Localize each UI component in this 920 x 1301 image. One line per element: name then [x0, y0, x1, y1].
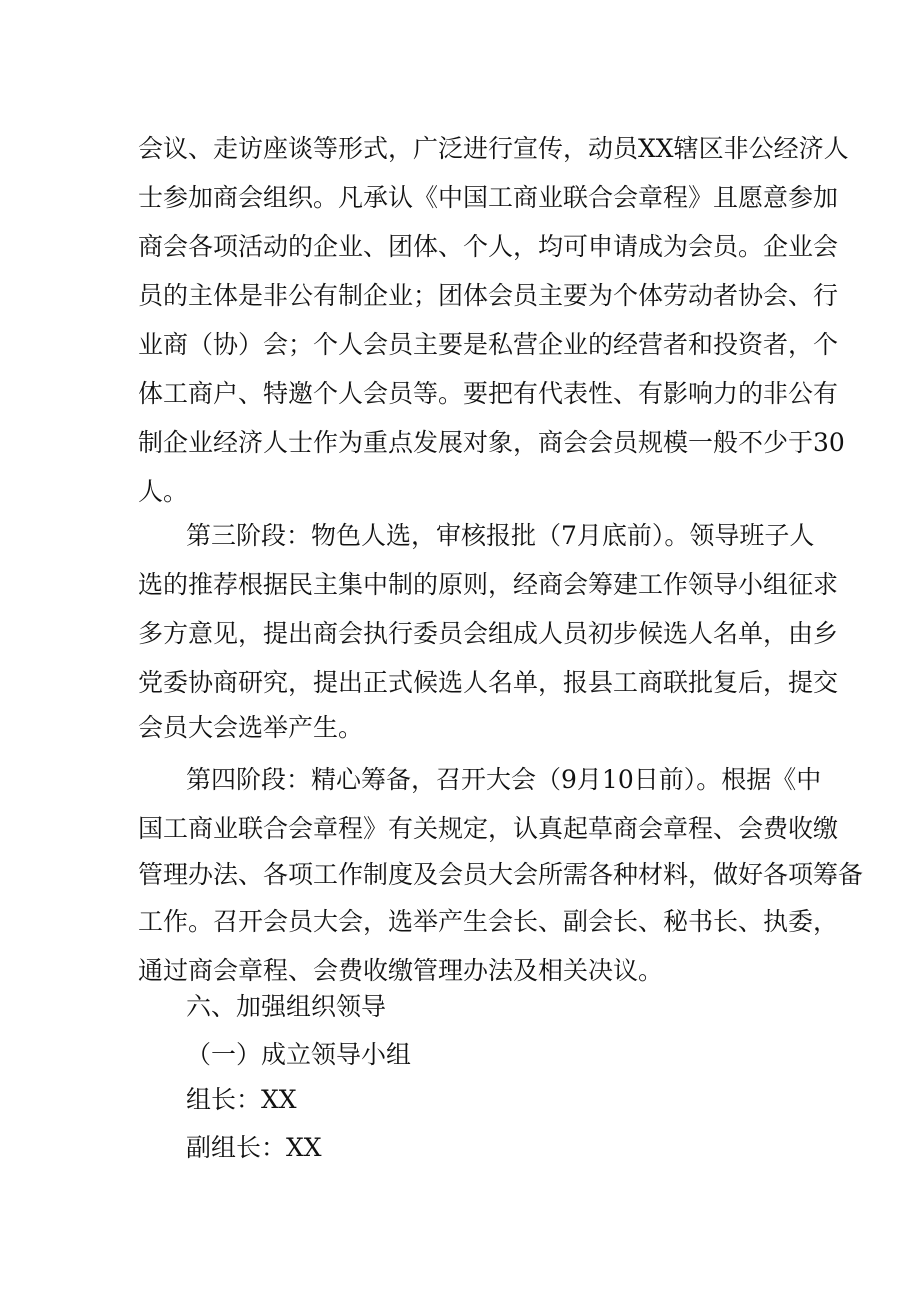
text-line: 通过商会章程、会费收缴管理办法及相关决议。 [138, 956, 664, 985]
text-line: 工作。召开会员大会，选举产生会长、副会长、秘书长、执委， [138, 907, 839, 936]
text-line: 第四阶段：精心筹备，召开大会（9月10日前）。根据《中 [186, 765, 822, 794]
text-line: 第三阶段：物色人选，审核报批（7月底前）。领导班子人 [186, 521, 815, 550]
section-heading: 六、加强组织领导 [186, 992, 387, 1021]
text-line: 制企业经济人士作为重点发展对象，商会会员规模一般不少于30 [138, 428, 845, 457]
text-line: 国工商业联合会章程》有关规定，认真起草商会章程、会费收缴 [138, 814, 839, 843]
text-line: 党委协商研究，提出正式候选人名单，报县工商联批复后，提交 [138, 668, 839, 697]
text-line: 管理办法、各项工作制度及会员大会所需各种材料，做好各项筹备 [138, 860, 864, 889]
text-line: 业商（协）会；个人会员主要是私营企业的经营者和投资者，个 [138, 330, 839, 359]
text-line: 会员大会选举产生。 [138, 713, 364, 742]
text-line: 士参加商会组织。凡承认《中国工商业联合会章程》且愿意参加 [138, 183, 839, 212]
text-line: 商会各项活动的企业、团体、个人，均可申请成为会员。企业会 [138, 232, 839, 261]
text-line: 员的主体是非公有制企业；团体会员主要为个体劳动者协会、行 [138, 281, 839, 310]
text-line: 体工商户、特邀个人会员等。要把有代表性、有影响力的非公有 [138, 379, 839, 408]
text-line: 多方意见，提出商会执行委员会组成人员初步候选人名单，由乡 [138, 619, 839, 648]
text-line: 人。 [138, 477, 189, 506]
leader-line: 组长：XX [186, 1085, 297, 1114]
text-line: 会议、走访座谈等形式，广泛进行宣传，动员XX辖区非公经济人 [138, 134, 849, 163]
subsection-heading: （一）成立领导小组 [186, 1040, 412, 1069]
deputy-leader-line: 副组长：XX [186, 1133, 322, 1162]
text-line: 选的推荐根据民主集中制的原则，经商会筹建工作领导小组征求 [138, 570, 839, 599]
